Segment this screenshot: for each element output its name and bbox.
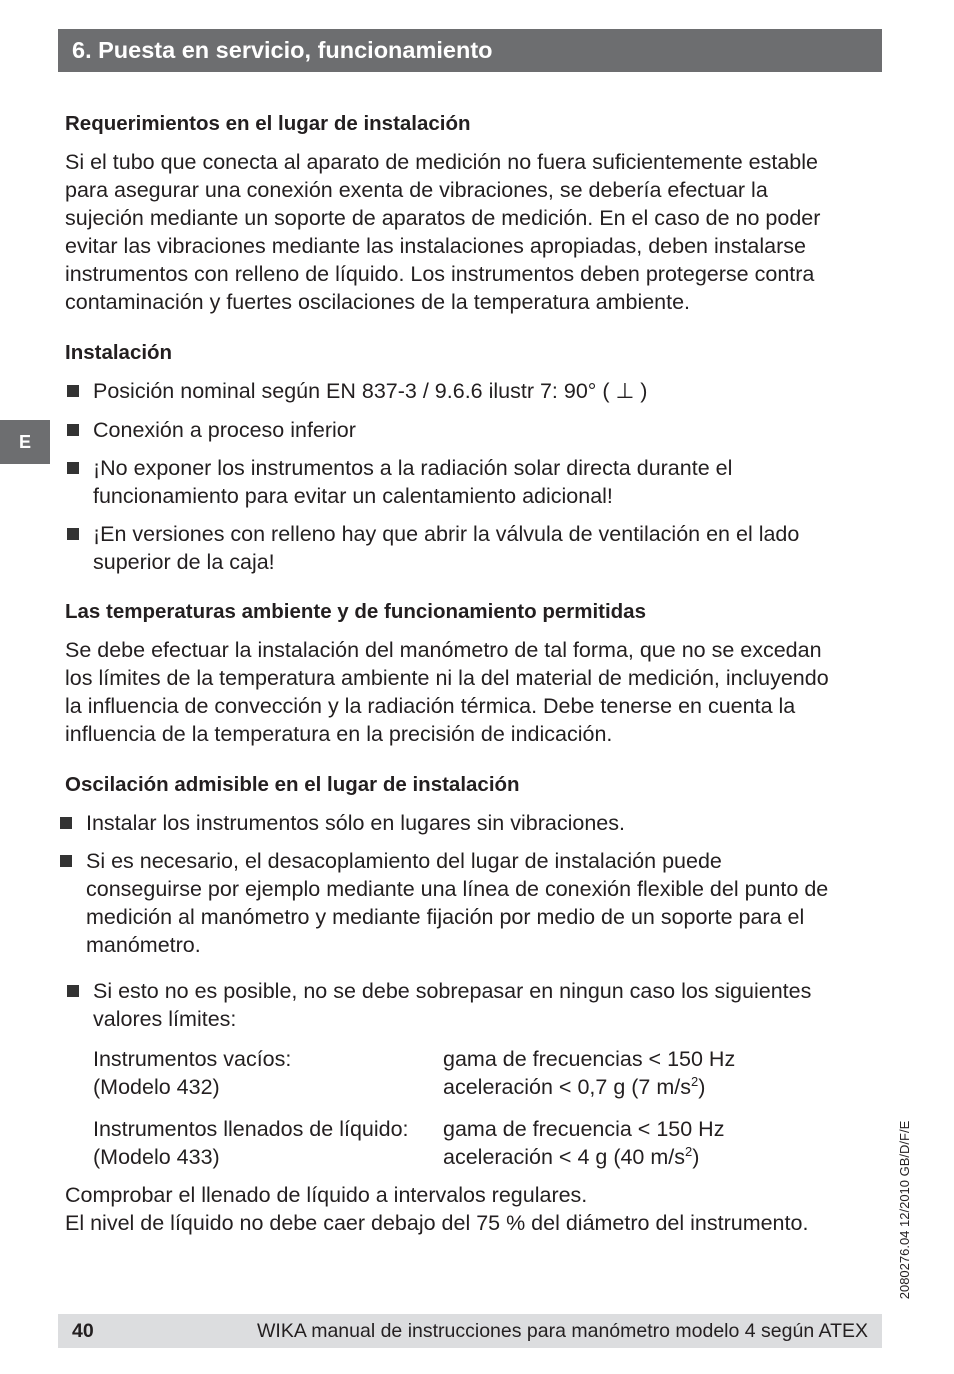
closing-paragraph	[65, 1181, 875, 1237]
language-tab-label: E	[18, 432, 31, 452]
list-item	[65, 977, 875, 1033]
language-tab	[0, 420, 50, 464]
heading-requerimientos: Requerimientos en el lugar de instalación	[65, 112, 471, 135]
list-item-line: Instalar los instrumentos sólo en lugares sin vibraciones.	[86, 811, 625, 835]
paragraph-temperaturas	[65, 636, 875, 748]
frequency-limit: gama de frecuencias < 150 Hz	[443, 1047, 736, 1071]
bullet-square-icon	[60, 817, 72, 829]
page-number: 40	[72, 1319, 94, 1342]
list-item	[65, 416, 875, 444]
list-item	[58, 847, 875, 959]
list-item-line: manómetro.	[86, 933, 201, 957]
list-item	[65, 454, 875, 510]
paragraph-line: sujeción mediante un soporte de aparatos de medición. En el caso de no poder	[65, 206, 821, 230]
page-content	[65, 110, 875, 1237]
paragraph-line: Se debe efectuar la instalación del manómetro de tal forma, que no se excedan	[65, 638, 822, 662]
bullet-square-icon	[60, 855, 72, 867]
closing-paren: )	[692, 1145, 700, 1169]
paragraph-line: evitar las vibraciones mediante las instalaciones apropiadas, deben instalarse	[65, 234, 806, 258]
paragraph-line: para asegurar una conexión exenta de vibraciones, se debería efectuar la	[65, 178, 768, 202]
paragraph-line: los límites de la temperatura ambiente ni la del material de medición, incluyendo	[65, 666, 829, 690]
paragraph-line: instrumentos con relleno de líquido. Los instrumentos deben protegerse contra	[65, 262, 815, 286]
list-item-line: conseguirse por ejemplo mediante una línea de conexión flexible del punto de	[86, 877, 829, 901]
superscript: 2	[690, 1074, 699, 1089]
paragraph-line: la influencia de convección y la radiación térmica. Debe tenerse en cuenta la	[65, 694, 796, 718]
section-title: 6. Puesta en servicio, funcionamiento	[72, 37, 493, 63]
paragraph-line: Si el tubo que conecta al aparato de medición no fuera suficientemente estable	[65, 150, 818, 174]
paragraph-line: contaminación y fuertes oscilaciones de la temperatura ambiente.	[65, 290, 691, 314]
instrument-label: Instrumentos llenados de líquido:	[93, 1117, 409, 1141]
document-code: 2080276.04 12/2010 GB/D/F/E	[897, 1120, 912, 1300]
superscript: 2	[685, 1144, 693, 1159]
limit-row-filled	[93, 1115, 875, 1143]
list-item	[58, 809, 875, 837]
acceleration-text: aceleración < 0,7 g (7 m/s	[443, 1075, 691, 1099]
limit-row-empty-model	[93, 1073, 875, 1101]
model-label: (Modelo 432)	[93, 1075, 220, 1099]
bullet-square-icon	[67, 462, 79, 474]
acceleration-limit	[443, 1143, 875, 1171]
list-item-line: ¡No exponer los instrumentos a la radiación solar directa durante el	[93, 456, 733, 480]
list-item-line: Si esto no es posible, no se debe sobrepasar en ningun caso los siguientes	[93, 979, 812, 1003]
paragraph-requerimientos	[65, 148, 875, 316]
page-footer	[58, 1314, 882, 1348]
footer-title: WIKA manual de instrucciones para manómetro modelo 4 según ATEX	[257, 1319, 868, 1342]
heading-temperaturas: Las temperaturas ambiente y de funcionamiento permitidas	[65, 600, 646, 623]
heading-oscilacion: Oscilación admisible en el lugar de instalación	[65, 773, 520, 796]
paragraph-line: El nivel de líquido no debe caer debajo del 75 % del diámetro del instrumento.	[65, 1211, 809, 1235]
paragraph-line: Comprobar el llenado de líquido a intervalos regulares.	[65, 1183, 588, 1207]
bullet-square-icon	[67, 424, 79, 436]
list-item-line: Posición nominal según EN 837-3 / 9.6.6 ilustr 7: 90° ( ⊥ )	[93, 379, 648, 403]
list-item-line: superior de la caja!	[93, 550, 275, 574]
heading-instalacion: Instalación	[65, 341, 173, 364]
acceleration-limit	[443, 1073, 875, 1101]
limit-values-table	[93, 1045, 875, 1171]
limit-row-empty	[93, 1045, 875, 1073]
list-item	[65, 377, 875, 405]
list-item-line: funcionamiento para evitar un calentamiento adicional!	[93, 484, 613, 508]
list-item	[65, 520, 875, 576]
frequency-limit: gama de frecuencia < 150 Hz	[443, 1117, 725, 1141]
bullet-square-icon	[67, 528, 79, 540]
model-label: (Modelo 433)	[93, 1145, 220, 1169]
list-item-line: medición al manómetro y mediante fijación por medio de un soporte para el	[86, 905, 805, 929]
instrument-label: Instrumentos vacíos:	[93, 1047, 292, 1071]
list-item-line: Si es necesario, el desacoplamiento del lugar de instalación puede	[86, 849, 722, 873]
bullet-square-icon	[67, 385, 79, 397]
closing-paren: )	[698, 1075, 706, 1099]
list-item-line: valores límites:	[93, 1007, 237, 1031]
paragraph-line: influencia de la temperatura en la precisión de indicación.	[65, 722, 613, 746]
section-header	[58, 29, 882, 72]
list-item-line: Conexión a proceso inferior	[93, 418, 356, 442]
list-item-line: ¡En versiones con relleno hay que abrir la válvula de ventilación en el lado	[93, 522, 800, 546]
bullet-square-icon	[67, 985, 79, 997]
acceleration-text: aceleración < 4 g (40 m/s	[443, 1145, 686, 1169]
limit-row-filled-model	[93, 1143, 875, 1171]
